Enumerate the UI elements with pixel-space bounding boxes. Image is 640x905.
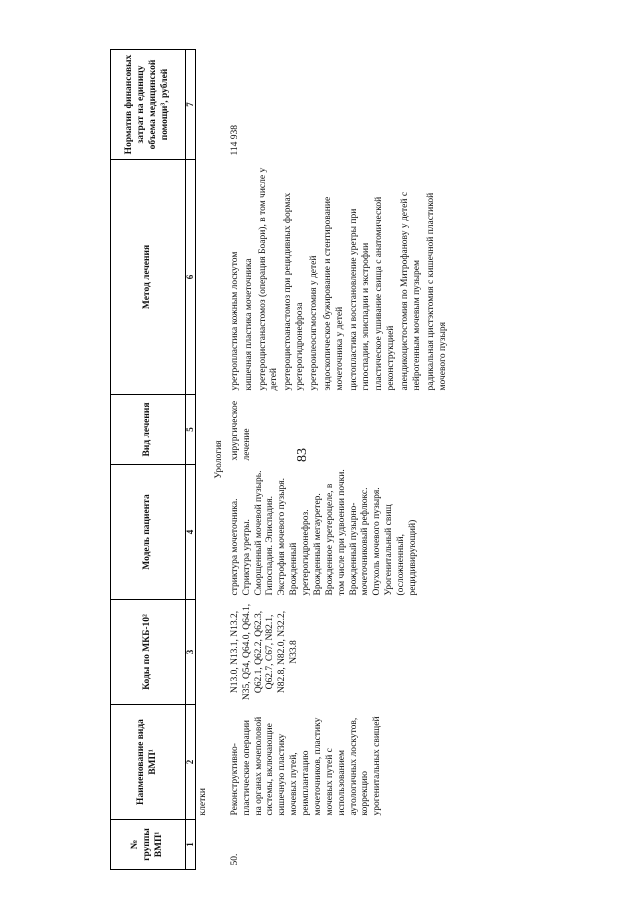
header-model: Модель пациента — [111, 465, 186, 600]
continuation-text: клетки — [198, 788, 208, 816]
column-number-row — [186, 50, 196, 870]
column-number: 2 — [186, 705, 196, 820]
row-methods — [228, 160, 454, 395]
method-item: уретероцистанастомоз (операция Боари), в том числе у детей — [257, 167, 280, 391]
method-item: уретероцистоанастомоз при рецидивных формах уретерогидронефроза — [283, 192, 306, 391]
method-item: уретероилеосигмостомия у детей — [309, 255, 319, 391]
row-name: Реконструктивно-пластические операции на органах мочеполовой системы, включающие кишечную пластику мочевых путей, реимплантацию мочеточников, пластику мочевых путей с использованием аутологичных лоскутов, коррекцию урогенитальных свищей — [229, 716, 383, 816]
row-norm: 114 938 — [229, 124, 240, 156]
header-method: Метод лечения — [111, 160, 186, 395]
column-number: 4 — [186, 465, 196, 600]
column-number: 1 — [186, 820, 196, 870]
continuation-row — [196, 50, 212, 870]
column-number: 7 — [186, 50, 196, 160]
table-row — [228, 50, 454, 870]
page-number: 83 — [295, 448, 310, 462]
row-model: стриктура мочеточника. Стриктура уретры. Сморщенный мочевой пузырь. Гипоспадия. Эписпадия. Экстрофия мочевого пузыря. Врожденный уретерогидронефроз. Врожденный мегауретер. Врожденное уретероцеле, в том числе при удвоении почки. Врожденный пузырно-мочеточниковый рефлюкс. Опухоль мочевого пузыря. Урогенитальный свищ (осложненный, рецидивирующий) — [229, 469, 418, 596]
section-title: Урология — [213, 440, 224, 479]
column-number: 5 — [186, 395, 196, 465]
rotated-page-content — [110, 50, 630, 870]
header-name: Наименование вида ВМП¹ — [111, 705, 186, 820]
row-group-number: 50. — [229, 853, 240, 866]
method-item: цистопластика и восстановление уретры при гипоспадии, эписпадии и экстрофии — [348, 208, 371, 391]
header-treatment-type: Вид лечения — [111, 395, 186, 465]
method-item: радикальная цистэктомия с кишечной пластикой мочевого пузыря — [425, 192, 448, 391]
section-row — [212, 50, 228, 870]
method-item: эндоскопическое бужирование и стентирование мочеточника у детей — [322, 196, 345, 391]
header-norm: Норматив финансовых затрат на единицу объема медицинской помощи³, рублей — [111, 50, 186, 160]
row-codes: N13.0, N13.1, N13.2, N35, Q54, Q64.0, Q64.1, Q62.1, Q62.2, Q62.3, Q62.7, C67, N82.1, N82.8, N82.0, N32.2, N33.8 — [229, 603, 300, 701]
header-row — [111, 50, 186, 870]
vmp-table — [110, 49, 454, 870]
header-group: № группы ВМП¹ — [111, 820, 186, 870]
row-treatment-type: хирургическое лечение — [229, 400, 252, 461]
method-item: кишечная пластика мочеточника — [243, 258, 254, 391]
method-item: пластическое ушивание свища с анатомической реконструкцией — [374, 196, 397, 391]
method-item: апендикоцистостомия по Митрофанову у детей с нейрогенным мочевым пузырем — [400, 191, 422, 391]
column-number: 6 — [186, 160, 196, 395]
column-number: 3 — [186, 600, 196, 705]
method-item: уретропластика кожным лоскутом — [229, 251, 240, 391]
header-codes: Коды по МКБ-10² — [111, 600, 186, 705]
